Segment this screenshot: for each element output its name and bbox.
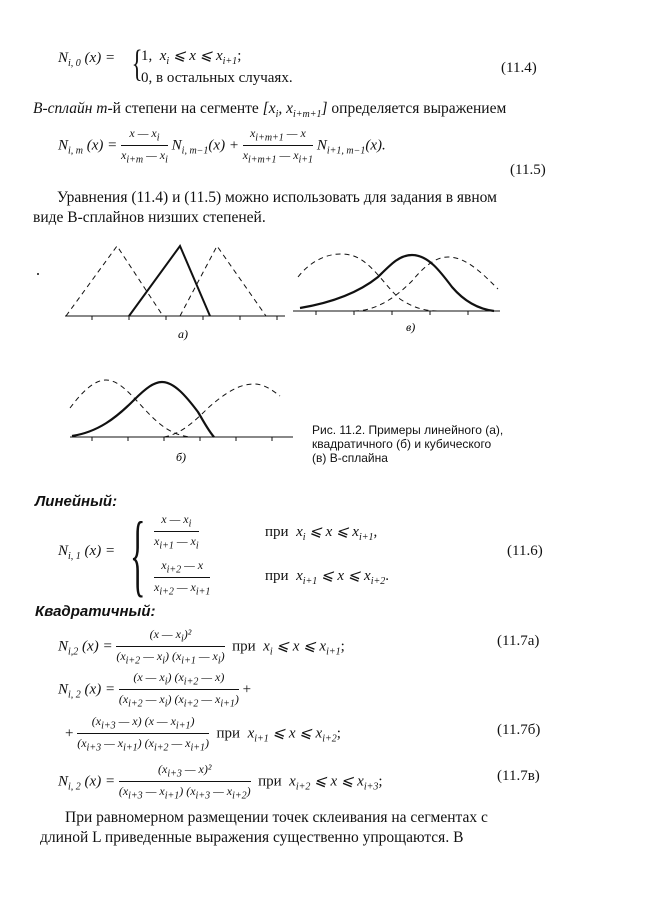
plus-sign: + [65, 725, 74, 742]
text: — x [140, 649, 163, 664]
text: (x) = [84, 773, 116, 790]
paragraph-equations-usage-1: Уравнения (11.4) и (11.5) можно использовать для задания в явном [57, 189, 497, 206]
eq-number-11-7a: (11.7а) [497, 633, 540, 649]
text: при [265, 568, 289, 584]
text: (x) = [84, 681, 116, 698]
equation-11-4 [58, 50, 115, 69]
text: N [58, 543, 69, 559]
cubic-right-dashed [354, 257, 498, 311]
text: (x [91, 714, 102, 728]
text: ) (x [137, 736, 154, 751]
sub: i+3 [363, 781, 379, 793]
text: N [316, 137, 327, 154]
text: — x [143, 148, 166, 163]
sub: i+1 [181, 655, 196, 667]
axis-b-ticks [92, 437, 272, 441]
quadratic-main-solid [72, 382, 214, 437]
text: — x [101, 736, 124, 751]
text: x [242, 148, 249, 163]
text: (x [77, 736, 87, 751]
linear-left-dashed [66, 246, 163, 316]
text: ⩽ x ⩽ x [276, 638, 327, 655]
text: определяется выражением [327, 100, 507, 117]
text: ) (x [167, 692, 184, 707]
text: — x [168, 736, 191, 751]
text: x — x [161, 512, 189, 526]
eq-11-6-case1 [154, 512, 199, 552]
text: ⩽ x ⩽ x [321, 568, 371, 584]
axis-a-ticks [92, 316, 277, 320]
text: (x) + [208, 137, 239, 154]
text: (x — x [149, 627, 181, 641]
linear-right-dashed [180, 246, 266, 316]
cubic-main-solid [300, 255, 494, 311]
eq-11-4-case1 [141, 46, 241, 67]
text: ) (x [167, 670, 184, 684]
sub: i+3 [195, 790, 211, 802]
equation-11-7b-line1 [58, 670, 251, 710]
punct: ; [237, 48, 242, 64]
fraction [116, 627, 224, 667]
case1-cond-rel: ⩽ x ⩽ x [172, 48, 223, 64]
text: x [121, 148, 127, 163]
text: x [296, 568, 303, 584]
text: — x [276, 148, 299, 163]
text: N [58, 681, 69, 698]
sub: i+3 [86, 742, 102, 754]
text: , x [278, 100, 293, 117]
text: ) [220, 649, 225, 664]
text: (x) = [78, 638, 113, 655]
sub: i, 2 [68, 781, 81, 793]
label-b: б) [176, 450, 187, 464]
sub: i+2 [153, 742, 169, 754]
text: (x [116, 649, 126, 664]
caption-line-2: квадратичного (б) и кубического [312, 437, 492, 451]
sub: i+1 [254, 733, 269, 745]
text: — x [142, 784, 165, 799]
text: x [154, 534, 160, 549]
paragraph-uniform-knots-1: При равномерном размещении точек склеивания на сегментах с [65, 809, 488, 826]
brace-11-6: { [130, 503, 146, 605]
paragraph-bspline-definition [33, 99, 506, 125]
text: (x [157, 762, 168, 776]
equation-11-6-lhs [58, 543, 115, 562]
text: — x [283, 126, 306, 140]
label-v: в) [406, 320, 416, 334]
sub: i [180, 633, 184, 645]
punct: , [373, 524, 378, 540]
text: x [296, 524, 303, 540]
case1-value: 1, [141, 48, 153, 64]
paragraph-uniform-knots-2: длиной L приведенные выражения существенно упрощаются. В [40, 829, 464, 846]
eq-number-11-7b: (11.7б) [497, 722, 541, 738]
sub: i+1 [326, 646, 341, 658]
text: при [232, 638, 256, 655]
text: x [161, 558, 167, 572]
text: ) [190, 714, 195, 728]
eq-number-11-7v: (11.7в) [497, 768, 540, 784]
text: — x) (x — x [115, 714, 176, 728]
sub: i+2 [370, 576, 386, 587]
sub: i [188, 518, 192, 530]
sub: i+2 [295, 781, 311, 793]
sub: i+1 [298, 154, 314, 166]
fraction [119, 762, 251, 802]
sub: i+3 [167, 768, 182, 780]
text: ) (x [164, 649, 182, 664]
eq-11-4-case2: 0, в остальных случаях. [141, 70, 293, 86]
text: (x [118, 784, 129, 799]
text: x [249, 126, 256, 140]
eq-11-6-case2-cond [265, 566, 389, 587]
text: — x [173, 534, 196, 549]
text: — x [142, 692, 165, 707]
case1-cond: x [159, 48, 167, 64]
brace-11-4: { [131, 43, 143, 85]
figure-cubic-bspline [288, 245, 508, 340]
text: x [289, 773, 296, 790]
sub: i+2 [322, 733, 337, 745]
eq-lhs: N [58, 137, 69, 154]
text: (x [118, 692, 129, 707]
text: ⩽ x ⩽ x [309, 524, 359, 540]
sub: i+2 [128, 698, 143, 710]
figure-quadratic-bspline [68, 368, 298, 468]
sub: i+1 [302, 576, 318, 587]
sub: i+1 [159, 540, 174, 552]
fraction [154, 558, 210, 598]
eq-lhs-sub: i, 0 [68, 58, 81, 69]
heading-linear: Линейный: [35, 493, 118, 510]
plus-sign: + [242, 681, 252, 698]
text: ⩽ x ⩽ x [272, 725, 323, 742]
fraction [154, 512, 199, 552]
sub: i+m [126, 154, 144, 166]
sub: i+m+1 [255, 132, 284, 144]
text: B-сплайн [33, 100, 97, 117]
sub: i+2 [232, 790, 247, 802]
sub: i+1 [358, 532, 374, 543]
text: ] [321, 100, 328, 117]
text: — x [173, 580, 196, 595]
eq-lhs-arg: (x) = [84, 50, 116, 66]
fraction [77, 714, 209, 754]
text: (x — x [133, 670, 165, 684]
sub: i+1 [222, 56, 238, 67]
sub: i [217, 655, 221, 667]
sub: i+3 [101, 720, 116, 732]
text: — x [210, 784, 233, 799]
sub: i+2 [183, 698, 199, 710]
text: — x [198, 692, 221, 707]
text: -й степени на сегменте [107, 100, 263, 117]
text: ) [234, 692, 239, 707]
quadratic-left-dashed [70, 380, 190, 437]
text: N [58, 638, 69, 655]
stray-dot [37, 273, 39, 275]
paragraph-equations-usage-2: виде B-сплайнов низших степеней. [33, 209, 266, 226]
sub: i [164, 698, 168, 710]
sub: i+2 [183, 676, 199, 688]
text: N [171, 137, 182, 154]
fraction [243, 126, 313, 166]
linear-main-solid [129, 246, 210, 316]
eq-number-11-6: (11.6) [507, 543, 543, 559]
caption-line-3: (в) B-сплайна [312, 451, 388, 465]
text: ) (x [179, 784, 196, 799]
sub: i [164, 676, 168, 688]
text: — x)² [181, 762, 212, 776]
sub: i+1 [220, 698, 235, 710]
sub: i [275, 109, 279, 121]
equation-11-7a [58, 627, 345, 667]
sub: i+1 [175, 720, 191, 732]
figure-linear-bspline [30, 238, 290, 348]
sub: i+3 [128, 790, 143, 802]
sub: i+2 [166, 564, 182, 576]
text: — x [181, 558, 204, 572]
text: N [58, 773, 69, 790]
cubic-left-dashed [298, 254, 438, 311]
punct: ; [336, 725, 341, 742]
text: при [258, 773, 282, 790]
text: x [263, 638, 270, 655]
equation-11-7v [58, 762, 383, 802]
text: x [247, 725, 255, 742]
eq-11-6-case1-cond [265, 522, 377, 543]
text: ⩽ x ⩽ x [314, 773, 364, 790]
text: x — x [129, 126, 157, 140]
sub: i [162, 655, 165, 667]
label-a: а) [178, 327, 188, 341]
text: m [96, 100, 108, 117]
sub: i, 1 [68, 551, 81, 562]
punct: . [385, 568, 389, 584]
eq-lhs: N [58, 50, 69, 66]
text: (x) = [84, 543, 116, 559]
sub: i [165, 154, 168, 166]
sub: i+m+1 [248, 154, 277, 166]
punct: ; [340, 638, 345, 655]
text: при [216, 725, 241, 742]
eq-number-11-5: (11.5) [510, 162, 546, 178]
fraction [119, 670, 239, 710]
equation-11-5 [58, 126, 386, 166]
sub: i+1 [164, 790, 180, 802]
text: ) [205, 736, 209, 751]
text: (x). [365, 137, 386, 154]
caption-line-1: Рис. 11.2. Примеры линейного (а), [312, 423, 504, 437]
figure-caption [312, 423, 503, 465]
punct: ; [378, 773, 383, 790]
sub: i [269, 646, 273, 658]
text: )² [183, 627, 192, 641]
sub: i+1, m−1 [326, 145, 366, 157]
axis-v-ticks [316, 311, 468, 315]
sub: i+m+1 [293, 109, 322, 121]
heading-quadratic: Квадратичный: [35, 603, 156, 620]
text: [x [262, 100, 276, 117]
sub: i, 2 [68, 689, 81, 701]
sub: i [156, 132, 160, 144]
text: при [265, 524, 289, 540]
sub: i+1 [195, 586, 211, 598]
text: ) [246, 784, 251, 799]
sub: i+1 [190, 742, 205, 754]
text: — x) [198, 670, 225, 684]
sub: i [302, 532, 306, 543]
text: — x [195, 649, 218, 664]
sub: i+1 [123, 742, 138, 754]
eq-number-11-4: (11.4) [501, 60, 537, 76]
sub: i,2 [68, 646, 79, 658]
eq-lhs-arg: (x) = [86, 137, 118, 154]
sub: i+2 [159, 586, 174, 598]
equation-11-7b-line2 [65, 714, 341, 754]
sub: i, m [68, 145, 84, 157]
sub: i [166, 56, 170, 67]
eq-11-6-case2 [154, 558, 210, 598]
sub: i+2 [125, 655, 141, 667]
sub: i, m−1 [181, 145, 209, 157]
fraction [121, 126, 168, 166]
text: x [154, 580, 160, 595]
sub: i [195, 540, 199, 552]
